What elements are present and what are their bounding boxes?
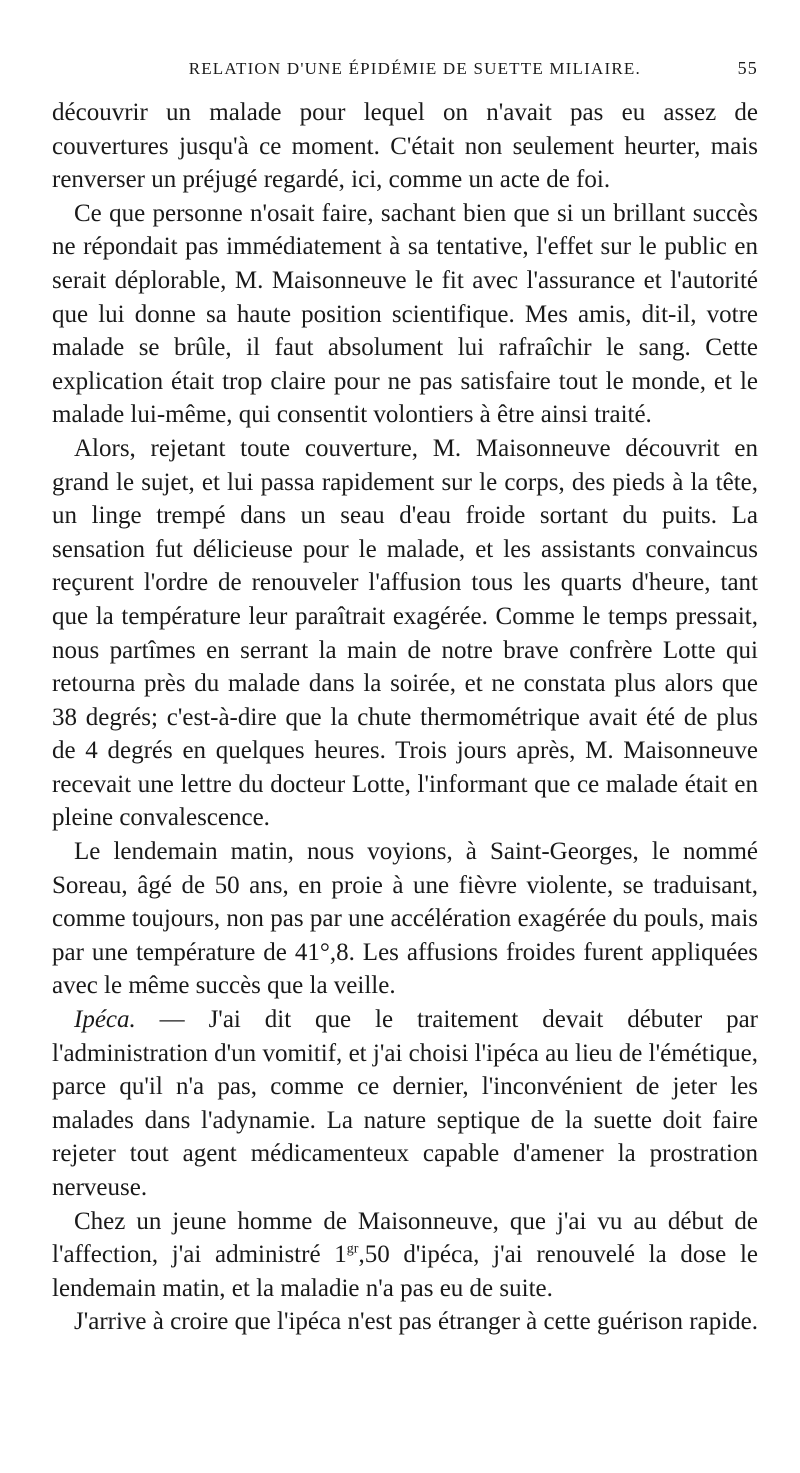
book-page (52, 58, 758, 1339)
paragraph-text: Le lendemain matin, nous voyions, à Saint-Georges, le nommé Soreau, âgé de 50 ans, en proie à une fièvre violente, se traduisant, comme toujours, non pas par une accélération exagérée du pouls, mais par une température de 41°,8. Les affusions froides furent appliquées avec le même succès que la veille. (52, 838, 758, 1000)
paragraph-2 (52, 197, 758, 432)
running-title: RELATION D'UNE ÉPIDÉMIE DE SUETTE MILIAIRE. (188, 59, 641, 78)
paragraph-text: J'arrive à croire que l'ipéca n'est pas étranger à cette guérison rapide. (74, 1308, 759, 1336)
paragraph-text: Chez un jeune homme de Maisonneuve, que j'ai vu au début de l'affection, j'ai administré 1 (52, 1207, 758, 1269)
paragraph-text: découvrir un malade pour lequel on n'avait pas eu assez de couvertures jusqu'à ce moment. C'était non seulement heurter, mais renverser un préjugé regardé, ici, comme un acte de foi. (52, 99, 758, 194)
paragraph-1 (52, 96, 758, 197)
paragraph-text: Alors, rejetant toute couverture, M. Maisonneuve découvrit en grand le sujet, et lui passa rapidement sur le corps, des pieds à la tête, un linge trempé dans un seau d'eau froide sortant du puits. La sensation fut délicieuse pour le malade, et les assistants convaincus reçurent l'ordre de renouveler l'affusion tous les quarts d'heure, tant que la température leur paraîtrait exagérée. Comme le temps pressait, nous partîmes en serrant la main de notre brave confrère Lotte qui retourna près du malade dans la soirée, et ne constata plus alors que 38 degrés; c'est-à-dire que la chute thermométrique avait été de plus de 4 degrés en quelques heures. Trois jours après, M. Maisonneuve recevait une lettre du docteur Lotte, l'informant que ce malade était en pleine convalescence. (52, 434, 758, 832)
paragraph-3 (52, 432, 758, 835)
page-number: 55 (737, 58, 758, 78)
paragraph-7 (52, 1305, 758, 1339)
paragraph-text: — J'ai dit que le traitement devait débuter par l'administration d'un vomitif, et j'ai choisi l'ipéca au lieu de l'émétique, parce qu'il n'a pas, comme ce dernier, l'inconvénient de jeter les malades dans l'adynamie. La nature septique de la suette doit faire rejeter tout agent médicamenteux capable d'amener la prostration nerveuse. (52, 1006, 758, 1201)
gram-superscript: gr (346, 1241, 359, 1257)
page-header (52, 58, 758, 96)
section-lead-ipeca: Ipéca. (74, 1006, 136, 1034)
body-text (52, 96, 758, 1339)
paragraph-text: Ce que personne n'osait faire, sachant bien que si un brillant succès ne répondait pas immédiatement à sa tentative, l'effet sur le public en serait déplorable, M. Maisonneuve le fit avec l'assurance et l'autorité que lui donne sa haute position scientifique. Mes amis, dit-il, votre malade se brûle, il faut absolument lui rafraîchir le sang. Cette explication était trop claire pour ne pas satisfaire tout le monde, et le malade lui-même, qui consentit volontiers à être ainsi traité. (52, 199, 758, 429)
paragraph-text: ,50 d'ipéca, j'ai renouvelé la dose le lendemain matin, et la maladie n'a pas eu de suite. (52, 1241, 758, 1302)
paragraph-6 (52, 1205, 758, 1306)
paragraph-4 (52, 835, 758, 1003)
paragraph-5 (52, 1003, 758, 1205)
